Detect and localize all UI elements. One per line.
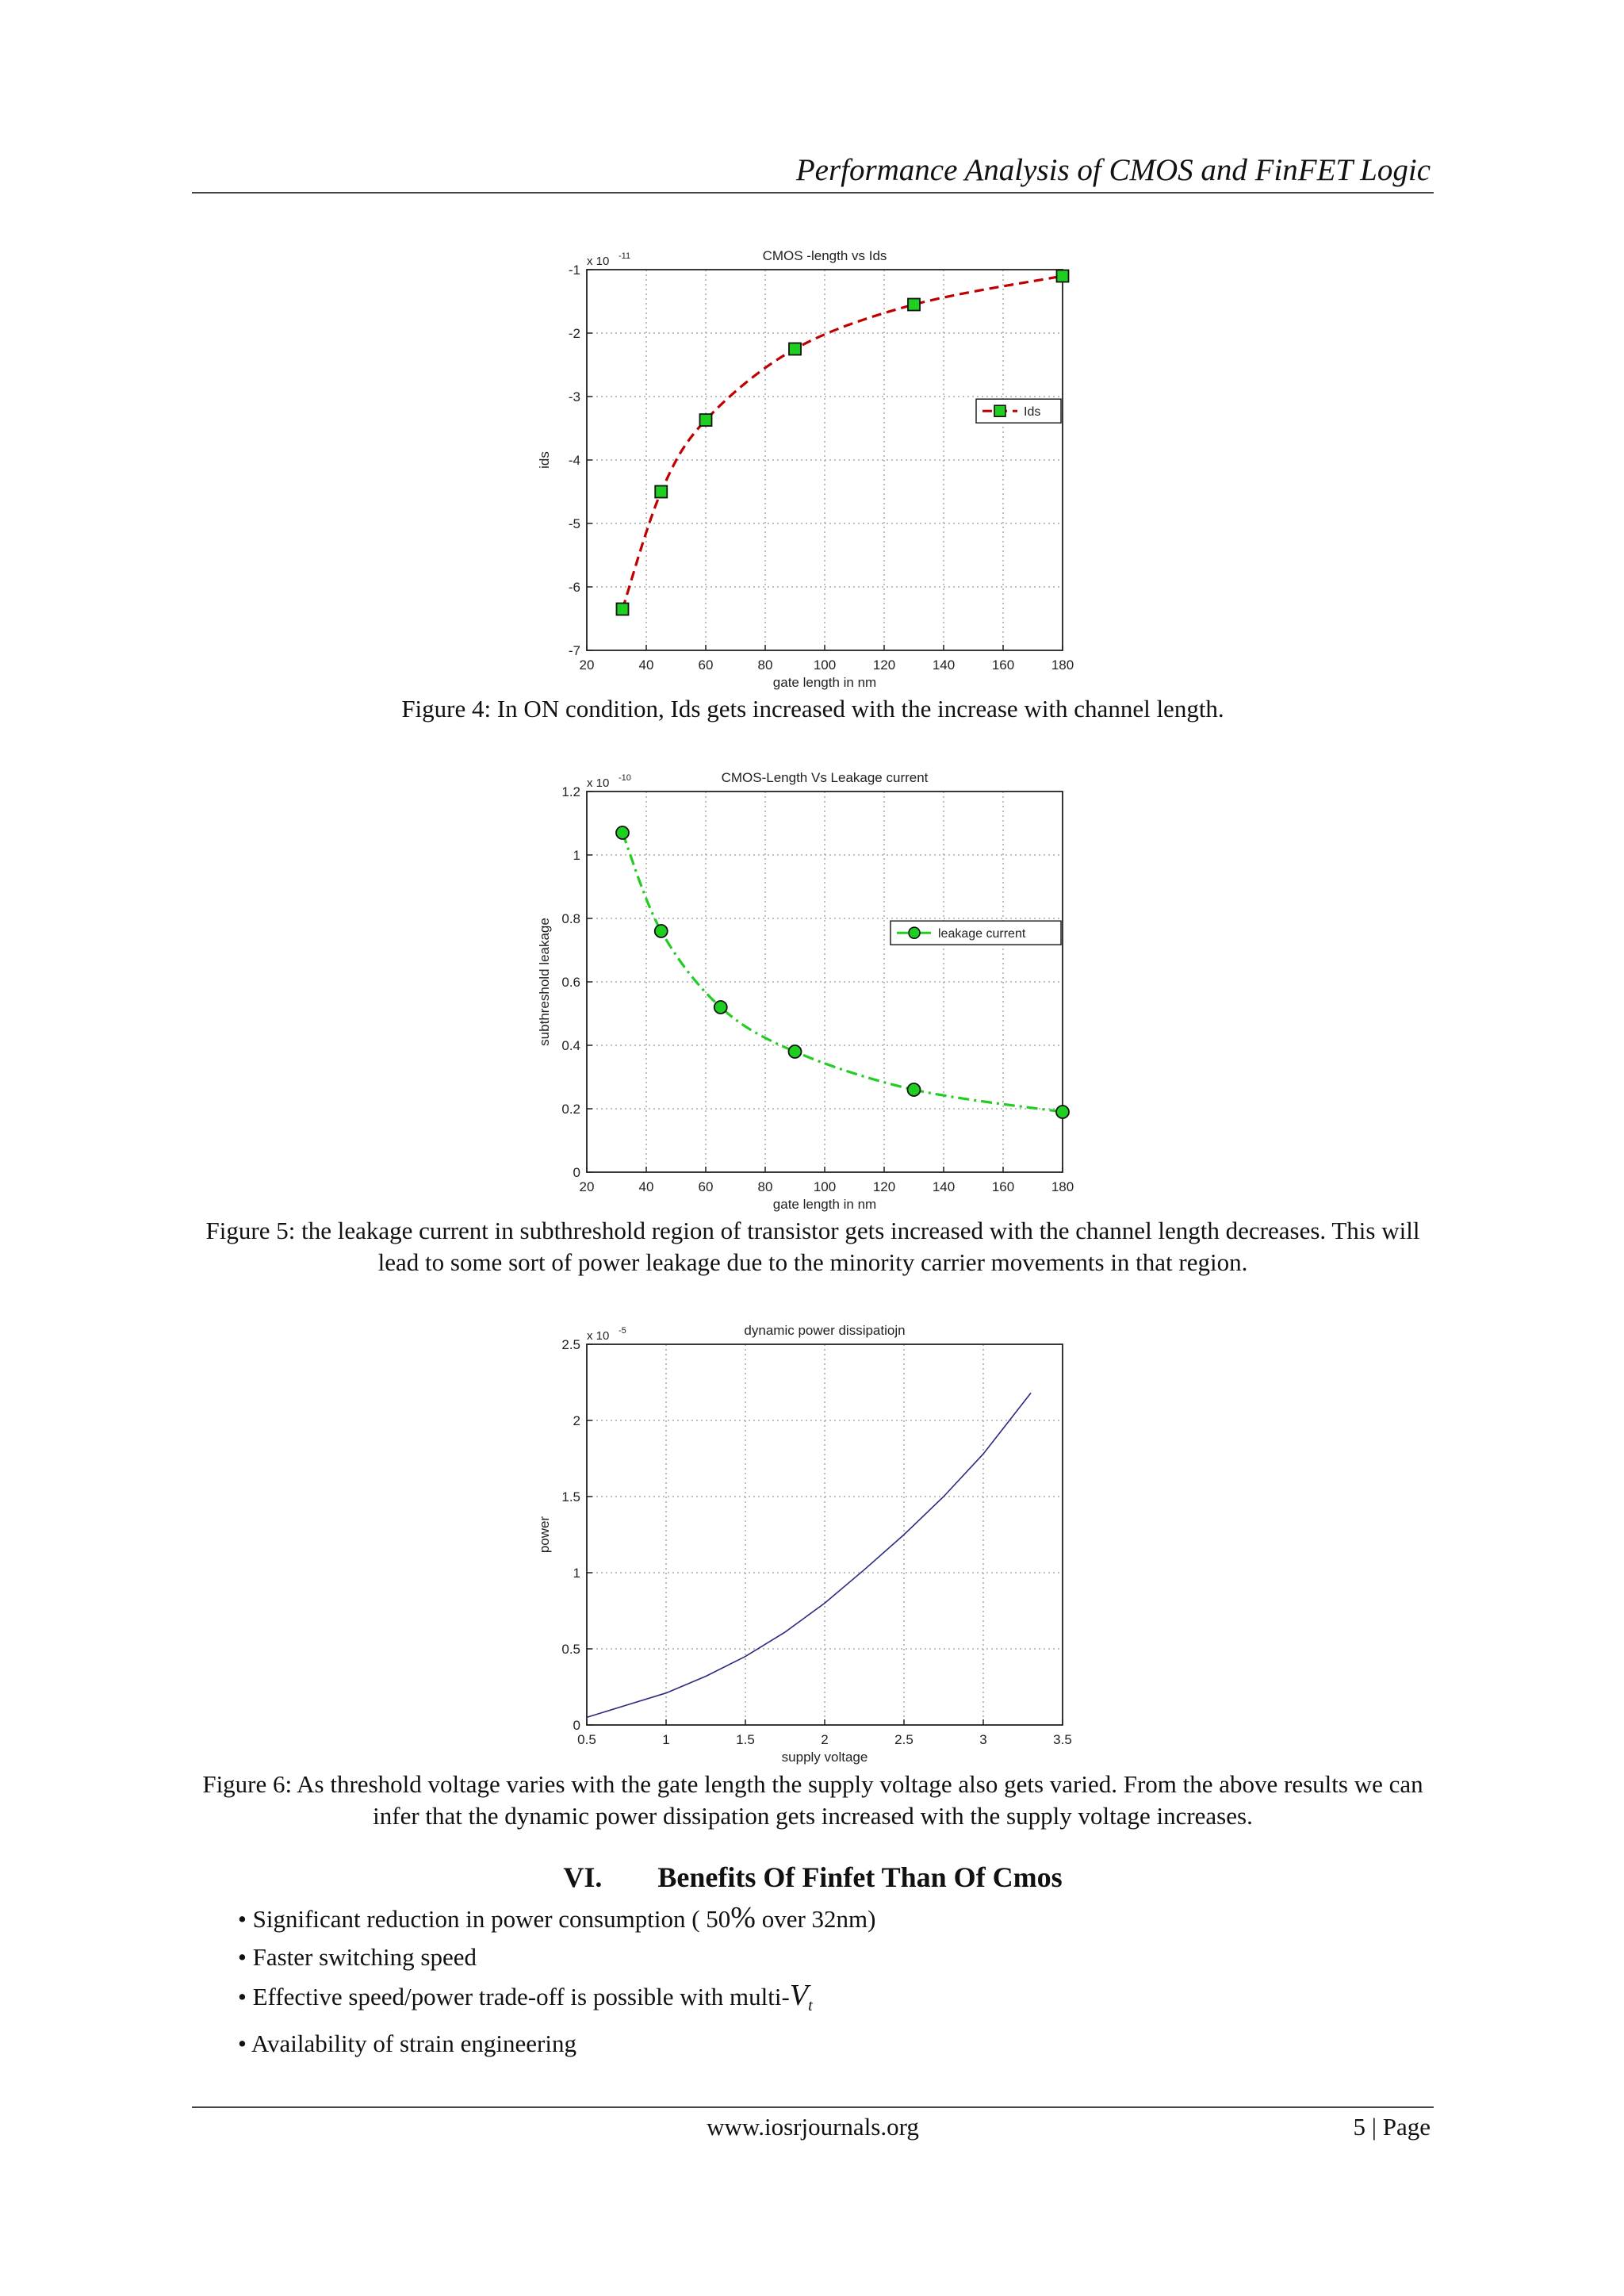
y-tick-label: 1.5	[561, 1489, 580, 1504]
legend-marker	[994, 405, 1005, 416]
page-number: 5 | Page	[1353, 2113, 1431, 2141]
data-point	[700, 414, 712, 426]
data-point	[1057, 270, 1069, 282]
axis-exponent-power: -10	[619, 773, 631, 783]
axis-exponent-label: x 10	[587, 255, 610, 268]
data-point	[655, 925, 668, 937]
ids-vs-length-plot	[523, 238, 1094, 690]
y-tick-label: -2	[568, 326, 580, 341]
legend-label: leakage current	[938, 927, 1026, 941]
y-tick-label: 0	[573, 1718, 580, 1733]
data-point	[617, 604, 629, 615]
y-tick-label: -5	[568, 516, 580, 531]
data-point	[714, 1001, 727, 1014]
list-item: • Significant reduction in power consumption ( 50% over 32nm)	[238, 1901, 876, 1934]
chart-title: dynamic power dissipatiojn	[744, 1323, 906, 1338]
section-heading	[192, 1861, 1434, 1894]
power-vs-voltage-plot	[523, 1313, 1094, 1765]
data-point	[908, 299, 920, 311]
legend-marker	[909, 927, 920, 938]
y-tick-label: 1.2	[561, 784, 580, 799]
y-tick-label: 0.6	[561, 975, 580, 990]
x-tick-label: 100	[813, 657, 837, 673]
section-title: Benefits Of Finfet Than Of Cmos	[657, 1861, 1063, 1893]
header-rule	[192, 192, 1434, 194]
x-tick-label: 60	[698, 1179, 714, 1194]
x-tick-label: 20	[579, 1179, 595, 1194]
figure-6-chart	[523, 1313, 1094, 1765]
data-point	[789, 1045, 802, 1058]
chart-title: CMOS -length vs Ids	[762, 248, 887, 263]
y-tick-label: 0.5	[561, 1642, 580, 1657]
x-tick-label: 60	[698, 657, 714, 673]
y-tick-label: 0.2	[561, 1102, 580, 1117]
x-tick-label: 140	[932, 657, 956, 673]
x-tick-label: 180	[1051, 657, 1074, 673]
x-tick-label: 140	[932, 1179, 956, 1194]
y-tick-label: 0	[573, 1165, 580, 1180]
y-tick-label: 0.4	[561, 1038, 580, 1053]
data-point	[789, 343, 801, 355]
x-tick-label: 160	[991, 1179, 1015, 1194]
x-axis-label: gate length in nm	[772, 1197, 877, 1212]
axis-exponent-power: -11	[619, 251, 631, 261]
y-tick-label: 2.5	[561, 1337, 580, 1352]
x-axis-label: gate length in nm	[772, 675, 877, 690]
list-item: • Faster switching speed	[238, 1943, 477, 1971]
data-point	[616, 826, 629, 839]
x-tick-label: 20	[579, 657, 595, 673]
y-axis-label: power	[537, 1516, 552, 1554]
x-tick-label: 2.5	[894, 1732, 914, 1747]
x-tick-label: 160	[991, 657, 1015, 673]
x-tick-label: 80	[757, 657, 773, 673]
x-tick-label: 120	[872, 657, 896, 673]
data-point	[1056, 1106, 1069, 1118]
x-tick-label: 180	[1051, 1179, 1074, 1194]
x-tick-label: 100	[813, 1179, 837, 1194]
x-tick-label: 40	[638, 1179, 654, 1194]
y-tick-label: 1	[573, 1566, 580, 1581]
x-tick-label: 3.5	[1053, 1732, 1072, 1747]
y-tick-label: 1	[573, 848, 580, 863]
y-tick-label: -7	[568, 643, 580, 658]
y-tick-label: -1	[568, 263, 580, 278]
axis-exponent-label: x 10	[587, 1329, 610, 1343]
y-tick-label: -4	[568, 453, 580, 468]
x-tick-label: 0.5	[577, 1732, 596, 1747]
figure-5-caption: Figure 5: the leakage current in subthreshold region of transistor gets increased with the channel length decreases. This will lead to some sort of power leakage due to the minority carrier movements in that region.	[205, 1217, 1420, 1276]
x-axis-label: supply voltage	[781, 1750, 868, 1765]
x-tick-label: 3	[979, 1732, 987, 1747]
leakage-vs-length-plot	[523, 760, 1094, 1212]
x-tick-label: 80	[757, 1179, 773, 1194]
y-axis-label: ids	[537, 451, 552, 469]
running-title: Performance Analysis of CMOS and FinFET Logic	[795, 153, 1431, 187]
y-tick-label: 2	[573, 1413, 580, 1428]
section-number: VI.	[563, 1861, 603, 1893]
y-axis-label: subthreshold leakage	[537, 918, 552, 1046]
y-tick-label: -3	[568, 389, 580, 404]
benefits-list	[238, 1899, 1348, 2063]
figure-4-chart	[523, 238, 1094, 690]
data-point	[908, 1083, 921, 1096]
legend-label: Ids	[1024, 405, 1041, 420]
x-tick-label: 120	[872, 1179, 896, 1194]
y-tick-label: -6	[568, 580, 580, 595]
footer-url: www.iosrjournals.org	[707, 2113, 919, 2141]
list-item: • Availability of strain engineering	[238, 2030, 576, 2058]
figure-4-caption: Figure 4: In ON condition, Ids gets increased with the increase with channel length.	[401, 695, 1224, 723]
x-tick-label: 1.5	[736, 1732, 755, 1747]
x-tick-label: 40	[638, 657, 654, 673]
list-item: • Effective speed/power trade-off is possible with multi-$V_t$	[238, 1979, 813, 2015]
footer-rule	[192, 2106, 1434, 2108]
figure-5-chart	[523, 760, 1094, 1212]
x-tick-label: 2	[821, 1732, 829, 1747]
y-tick-label: 0.8	[561, 911, 580, 926]
axis-exponent-label: x 10	[587, 776, 610, 790]
x-tick-label: 1	[662, 1732, 670, 1747]
figure-6-caption: Figure 6: As threshold voltage varies with the gate length the supply voltage also gets varied. From the above results we can infer that the dynamic power dissipation gets increased with the supply voltage increases.	[202, 1770, 1423, 1830]
data-point	[655, 486, 667, 498]
chart-title: CMOS-Length Vs Leakage current	[721, 770, 929, 785]
axis-exponent-power: -5	[619, 1326, 626, 1336]
